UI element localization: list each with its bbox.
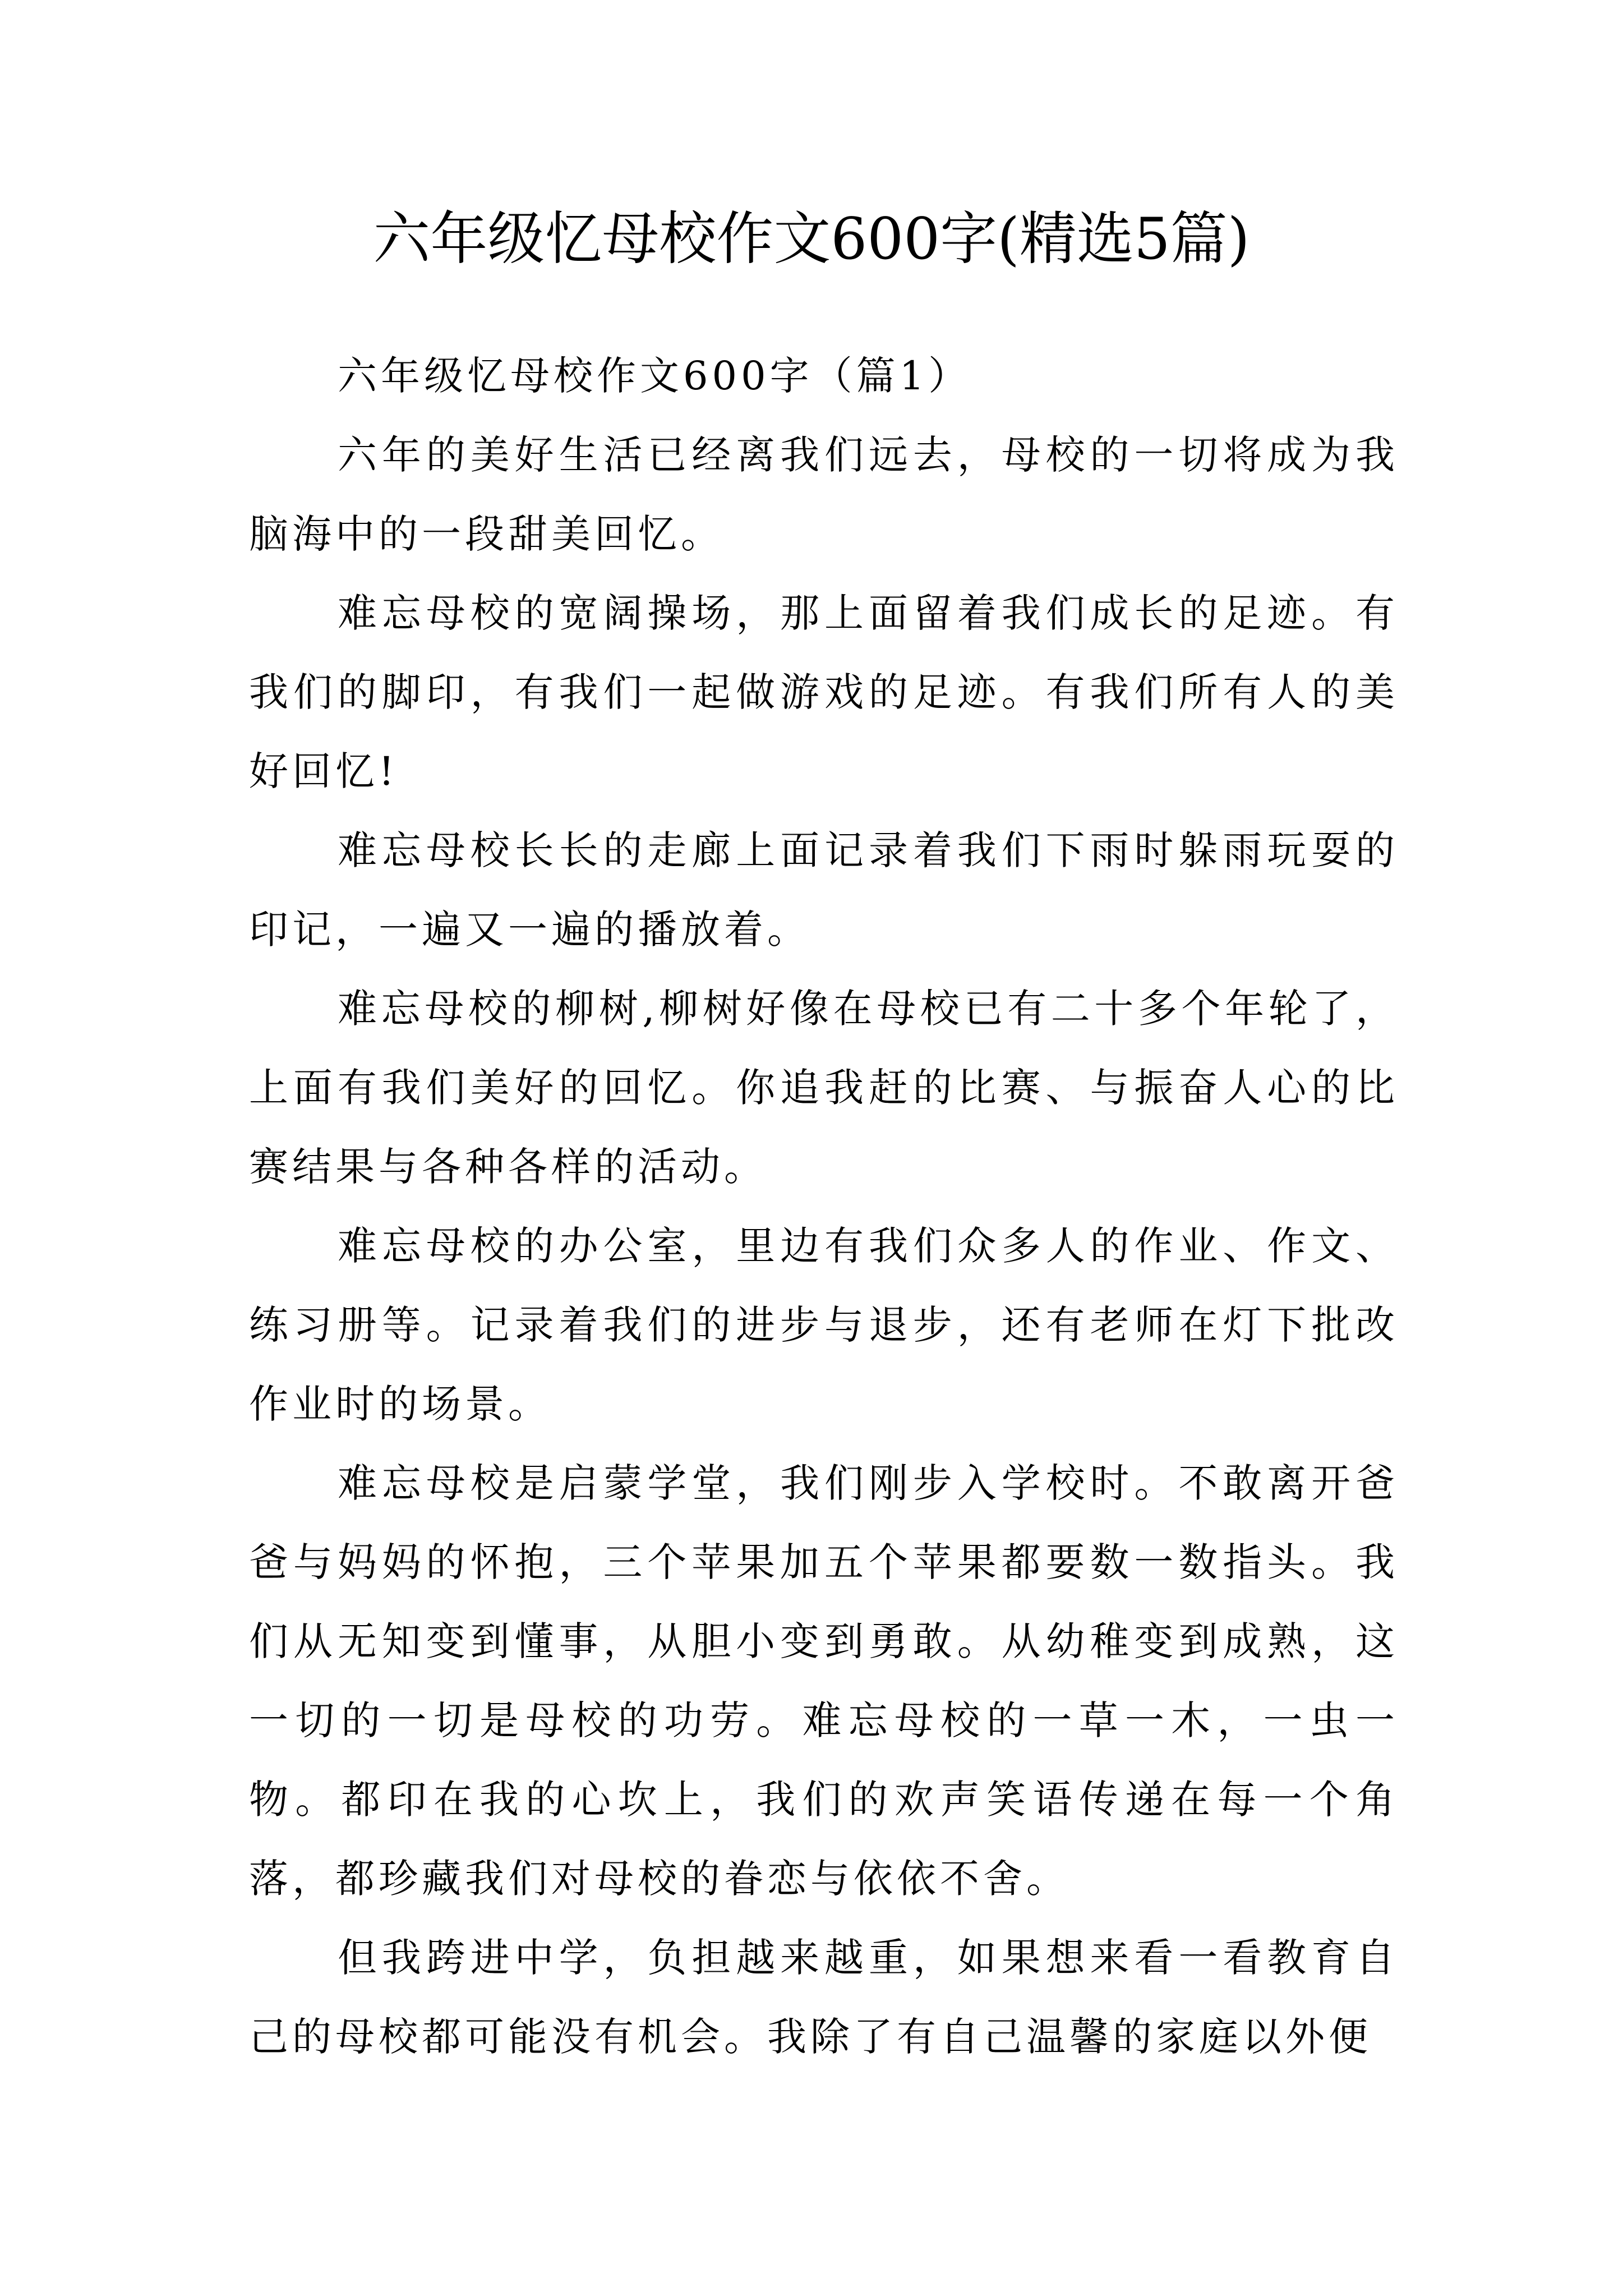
- paragraph-2: 难忘母校的宽阔操场，那上面留着我们成长的足迹。有我们的脚印，有我们一起做游戏的足迹。有我们所有人的美好回忆!: [249, 590, 1399, 794]
- paragraph-7: 但我跨进中学，负担越来越重，如果想来看一看教育自己的母校都可能没有机会。我除了有自己温馨的家庭以外便: [249, 1935, 1399, 2060]
- paragraph-6: 难忘母校是启蒙学堂，我们刚步入学校时。不敢离开爸爸与妈妈的怀抱，三个苹果加五个苹果都要数一数指头。我们从无知变到懂事，从胆小变到勇敢。从幼稚变到成熟，这一切的一切是母校的功劳。难忘母校的一草一木，一虫一物。都印在我的心坎上，我们的欢声笑语传递在每一个角落，都珍藏我们对母校的眷恋与依依不舍。: [249, 1460, 1399, 1902]
- paragraph-1: 六年的美好生活已经离我们远去，母校的一切将成为我脑海中的一段甜美回忆。: [249, 432, 1399, 557]
- paragraph-3: 难忘母校长长的走廊上面记录着我们下雨时躲雨玩耍的印记，一遍又一遍的播放着。: [249, 827, 1399, 953]
- document-body: [249, 337, 1399, 2077]
- paragraph-5: 难忘母校的办公室，里边有我们众多人的作业、作文、练习册等。记录着我们的进步与退步，还有老师在灯下批改作业时的场景。: [249, 1223, 1399, 1427]
- document-title: 六年级忆母校作文600字(精选5篇): [373, 206, 1250, 273]
- paragraph-4: 难忘母校的柳树,柳树好像在母校已有二十多个年轮了，上面有我们美好的回忆。你追我赶的比赛、与振奋人心的比赛结果与各种各样的活动。: [249, 986, 1399, 1190]
- section-heading: 六年级忆母校作文600字（篇1）: [338, 353, 972, 399]
